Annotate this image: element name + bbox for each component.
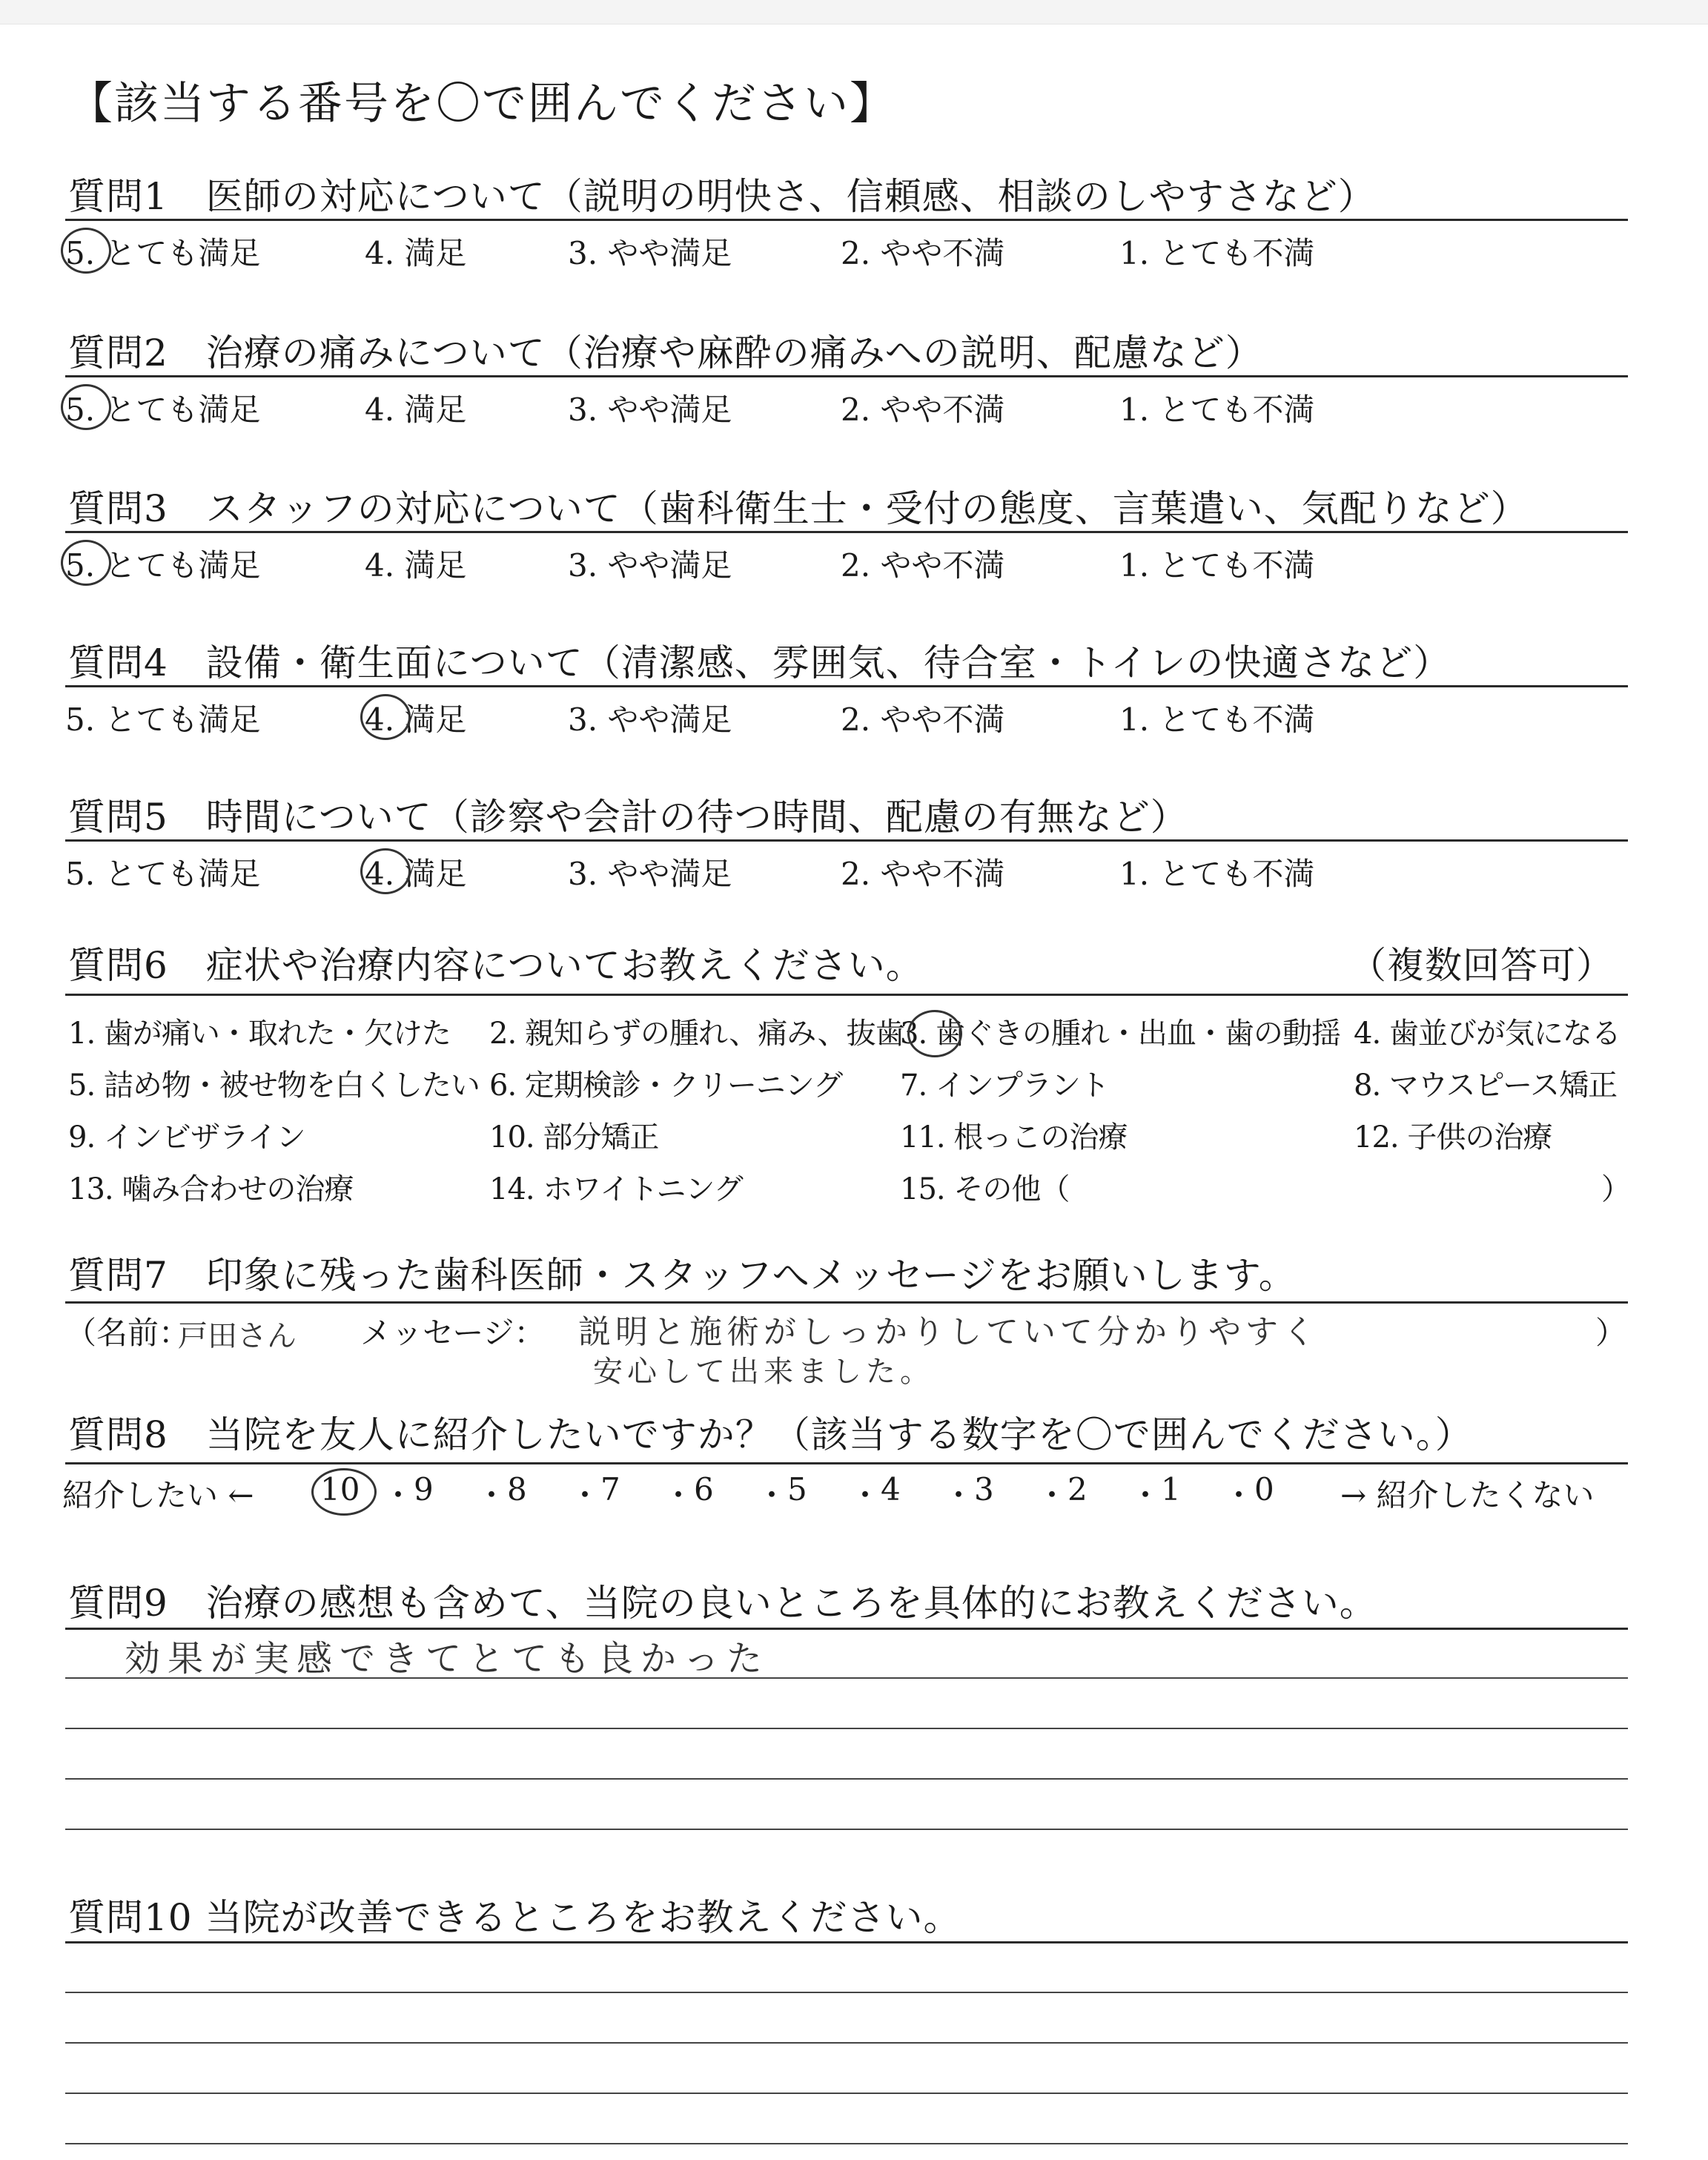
q10-title: 質問10 当院が改善できるところをお教えください。 — [68, 1896, 961, 1939]
q8-scale-7[interactable]: 7 — [600, 1471, 620, 1507]
q8-scale-4[interactable]: 4 — [881, 1471, 901, 1507]
q1-option-4[interactable]: 4. 満足 — [365, 235, 467, 271]
q6-close-paren: ） — [1601, 1172, 1630, 1206]
q2-selection-circle[interactable] — [61, 384, 111, 430]
q1-selection-circle[interactable] — [61, 228, 111, 274]
q9-answer-line[interactable] — [65, 1778, 1628, 1780]
q4-selection-circle[interactable] — [360, 694, 411, 740]
q6-rule — [65, 994, 1628, 996]
q2-rule — [65, 375, 1628, 377]
q6-option-2[interactable]: 2. 親知らずの腫れ、痛み、抜歯 — [489, 1017, 904, 1051]
q3-option-5[interactable]: 5. とても満足 — [65, 547, 261, 584]
q5-selection-circle[interactable] — [360, 848, 411, 894]
q8-scale-9[interactable]: 9 — [414, 1471, 434, 1507]
q4-option-3[interactable]: 3. やや満足 — [568, 701, 732, 738]
q8-left-label: 紹介したい ← — [62, 1477, 254, 1513]
q8-scale-2[interactable]: 2 — [1068, 1471, 1088, 1507]
q3-option-1[interactable]: 1. とても不満 — [1119, 547, 1315, 584]
q8-scale-separator: ・ — [383, 1477, 414, 1513]
q8-rule — [65, 1462, 1628, 1464]
q6-option-10[interactable]: 10. 部分矯正 — [489, 1120, 659, 1155]
q6-option-7[interactable]: 7. インプラント — [900, 1069, 1109, 1103]
q8-scale-1[interactable]: 1 — [1161, 1471, 1181, 1507]
q6-option-5[interactable]: 5. 詰め物・被せ物を白くしたい — [68, 1069, 480, 1103]
q8-scale-0[interactable]: 0 — [1254, 1471, 1274, 1507]
q7-message-line1: 説明と施術がしっかりしていて分かりやすく — [578, 1313, 1320, 1351]
q6-option-8[interactable]: 8. マウスピース矯正 — [1354, 1069, 1618, 1103]
q8-title: 質問8 当院を友人に紹介したいですか？（該当する数字を〇で囲んでください。） — [68, 1413, 1473, 1456]
q4-option-4[interactable]: 4. 満足 — [365, 701, 467, 738]
q5-option-3[interactable]: 3. やや満足 — [568, 856, 732, 892]
q10-answer-line[interactable] — [65, 2042, 1628, 2044]
q9-title: 質問9 治療の感想も含めて、当院の良いところを具体的にお教えください。 — [68, 1582, 1377, 1625]
q6-title: 質問6 症状や治療内容についてお教えください。 — [68, 944, 924, 987]
q9-answer-line[interactable] — [65, 1728, 1628, 1729]
q3-rule — [65, 531, 1628, 533]
q7-name-handwriting: 戸田さん — [178, 1319, 297, 1353]
q2-option-4[interactable]: 4. 満足 — [365, 392, 467, 428]
q10-rule — [65, 1941, 1628, 1943]
q5-rule — [65, 839, 1628, 842]
q5-option-2[interactable]: 2. やや不満 — [841, 856, 1005, 892]
q5-option-4[interactable]: 4. 満足 — [365, 856, 467, 892]
q6-option-12[interactable]: 12. 子供の治療 — [1354, 1120, 1552, 1155]
q6-option-3[interactable]: 3. 歯ぐきの腫れ・出血・歯の動揺 — [900, 1017, 1340, 1051]
q4-option-5[interactable]: 5. とても満足 — [65, 701, 261, 738]
q10-answer-line[interactable] — [65, 2143, 1628, 2144]
q2-option-5[interactable]: 5. とても満足 — [65, 392, 261, 428]
q6-note: （複数回答可） — [1349, 944, 1614, 987]
q8-scale-separator: ・ — [756, 1477, 788, 1513]
q10-answer-line[interactable] — [65, 1992, 1628, 1993]
q8-scale-separator: ・ — [569, 1477, 601, 1513]
q3-option-4[interactable]: 4. 満足 — [365, 547, 467, 584]
q4-rule — [65, 685, 1628, 687]
q8-scale-separator: ・ — [1036, 1477, 1068, 1513]
q1-option-3[interactable]: 3. やや満足 — [568, 235, 732, 271]
q3-option-2[interactable]: 2. やや不満 — [841, 547, 1005, 584]
q6-option-6[interactable]: 6. 定期検診・クリーニング — [489, 1069, 843, 1103]
q3-title: 質問3 スタッフの対応について（歯科衛生士・受付の態度、言葉遣い、気配りなど） — [68, 487, 1529, 530]
q8-scale-8[interactable]: 8 — [507, 1471, 527, 1507]
q8-scale-6[interactable]: 6 — [694, 1471, 714, 1507]
q2-option-3[interactable]: 3. やや満足 — [568, 392, 732, 428]
q1-option-5[interactable]: 5. とても満足 — [65, 235, 261, 271]
q6-selection-circle[interactable] — [907, 1010, 962, 1057]
q6-option-11[interactable]: 11. 根っこの治療 — [900, 1120, 1128, 1155]
q5-title: 質問5 時間について（診察や会計の待つ時間、配慮の有無など） — [68, 796, 1188, 839]
q2-title: 質問2 治療の痛みについて（治療や麻酔の痛みへの説明、配慮など） — [68, 331, 1263, 374]
q8-scale-10[interactable]: 10 — [320, 1471, 360, 1507]
q4-title: 質問4 設備・衛生面について（清潔感、雰囲気、待合室・トイレの快適さなど） — [68, 641, 1452, 684]
q2-option-2[interactable]: 2. やや不満 — [841, 392, 1005, 428]
scan-top-edge — [0, 0, 1708, 24]
q2-option-1[interactable]: 1. とても不満 — [1119, 392, 1315, 428]
q7-close-paren: ） — [1595, 1315, 1627, 1351]
q7-title: 質問7 印象に残った歯科医師・スタッフへメッセージをお願いします。 — [68, 1254, 1297, 1297]
q7-name-label: （名前： — [65, 1315, 191, 1351]
q6-option-4[interactable]: 4. 歯並びが気になる — [1354, 1017, 1621, 1051]
q6-option-1[interactable]: 1. 歯が痛い・取れた・欠けた — [68, 1017, 451, 1051]
q9-answer-line[interactable] — [65, 1677, 1628, 1679]
q9-answer-line[interactable] — [65, 1829, 1628, 1830]
q4-option-1[interactable]: 1. とても不満 — [1119, 701, 1315, 738]
q1-option-1[interactable]: 1. とても不満 — [1119, 235, 1315, 271]
q8-scale-separator: ・ — [850, 1477, 881, 1513]
q6-option-15[interactable]: 15. その他（ — [900, 1172, 1070, 1206]
q7-message-line2: 安心して出来ました。 — [593, 1355, 934, 1389]
q3-option-3[interactable]: 3. やや満足 — [568, 547, 732, 584]
q8-scale-3[interactable]: 3 — [974, 1471, 994, 1507]
q5-option-1[interactable]: 1. とても不満 — [1119, 856, 1315, 892]
q1-option-2[interactable]: 2. やや不満 — [841, 235, 1005, 271]
q6-option-13[interactable]: 13. 噛み合わせの治療 — [68, 1172, 354, 1206]
q7-message-label: メッセージ： — [360, 1315, 546, 1351]
q8-scale-5[interactable]: 5 — [787, 1471, 807, 1507]
q9-answer-handwriting: 効果が実感できてとても良かった — [125, 1638, 770, 1680]
q8-scale-separator: ・ — [1130, 1477, 1162, 1513]
q8-selection-circle[interactable] — [311, 1468, 377, 1516]
q8-scale-separator: ・ — [943, 1477, 975, 1513]
q8-scale-separator: ・ — [1223, 1477, 1255, 1513]
q6-option-14[interactable]: 14. ホワイトニング — [489, 1172, 743, 1206]
q7-rule — [65, 1301, 1628, 1304]
q4-option-2[interactable]: 2. やや不満 — [841, 701, 1005, 738]
page-title: 【該当する番号を〇で囲んでください】 — [68, 78, 896, 130]
q1-title: 質問1 医師の対応について（説明の明快さ、信頼感、相談のしやすさなど） — [68, 175, 1376, 218]
q1-rule — [65, 219, 1628, 221]
q8-right-label: → 紹介したくない — [1340, 1477, 1595, 1513]
q5-option-5[interactable]: 5. とても満足 — [65, 856, 261, 892]
q6-option-9[interactable]: 9. インビザライン — [68, 1120, 305, 1155]
q8-scale-separator: ・ — [663, 1477, 695, 1513]
q3-selection-circle[interactable] — [61, 540, 111, 586]
q8-scale-separator: ・ — [476, 1477, 508, 1513]
q10-answer-line[interactable] — [65, 2093, 1628, 2094]
